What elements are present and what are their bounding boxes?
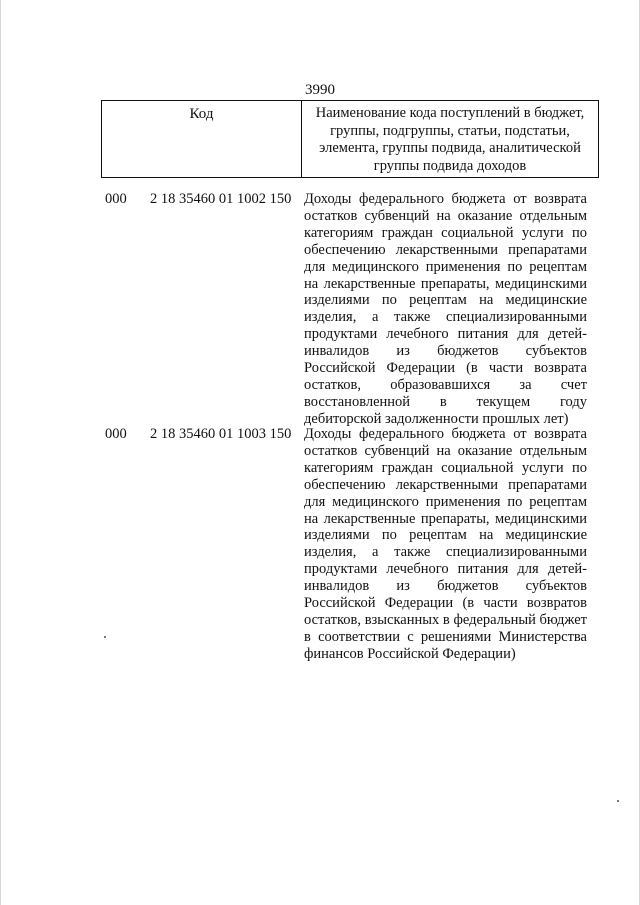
scan-speck [617,800,619,802]
table-header [101,100,599,178]
admin-code: 000 [105,191,127,207]
revenue-code: 2 18 35460 01 1002 150 [150,191,292,207]
revenue-name: Доходы федерального бюджета от возврата остатков субвенций на оказание отдельным категориям граждан социальной услуги по обеспечению лекарственными препаратами для медицинского применения по рецептам на лекарственные препараты, медицинскими изделиями по рецептам на медицинские изделия, а также специализированными продуктами лечебного питания для детей-инвалидов из бюджетов субъектов Российской Федерации (в части возвратов остатков, взысканных в федеральный бюджет в соответствии с решениями Министерства финансов Российской Федерации) [304,426,587,662]
admin-code: 000 [105,426,127,442]
revenue-name: Доходы федерального бюджета от возврата остатков субвенций на оказание отдельным категориям граждан социальной услуги по обеспечению лекарственными препаратами для медицинского применения по рецептам на лекарственные препараты, медицинскими изделиями по рецептам на медицинские изделия, а также специализированными продуктами лечебного питания для детей-инвалидов из бюджетов субъектов Российской Федерации (в части возврата остатков, образовавшихся за счет восстановленной в текущем году дебиторской задолженности прошлых лет) [304,191,587,427]
header-code-column: Код [102,101,302,177]
page-number: 3990 [305,82,335,98]
revenue-code: 2 18 35460 01 1003 150 [150,426,292,442]
header-name-column: Наименование кода поступлений в бюджет, группы, подгруппы, статьи, подстатьи, элемента, группы подвида, аналитической группы подвида доходов [315,105,585,174]
scan-speck [104,636,106,638]
